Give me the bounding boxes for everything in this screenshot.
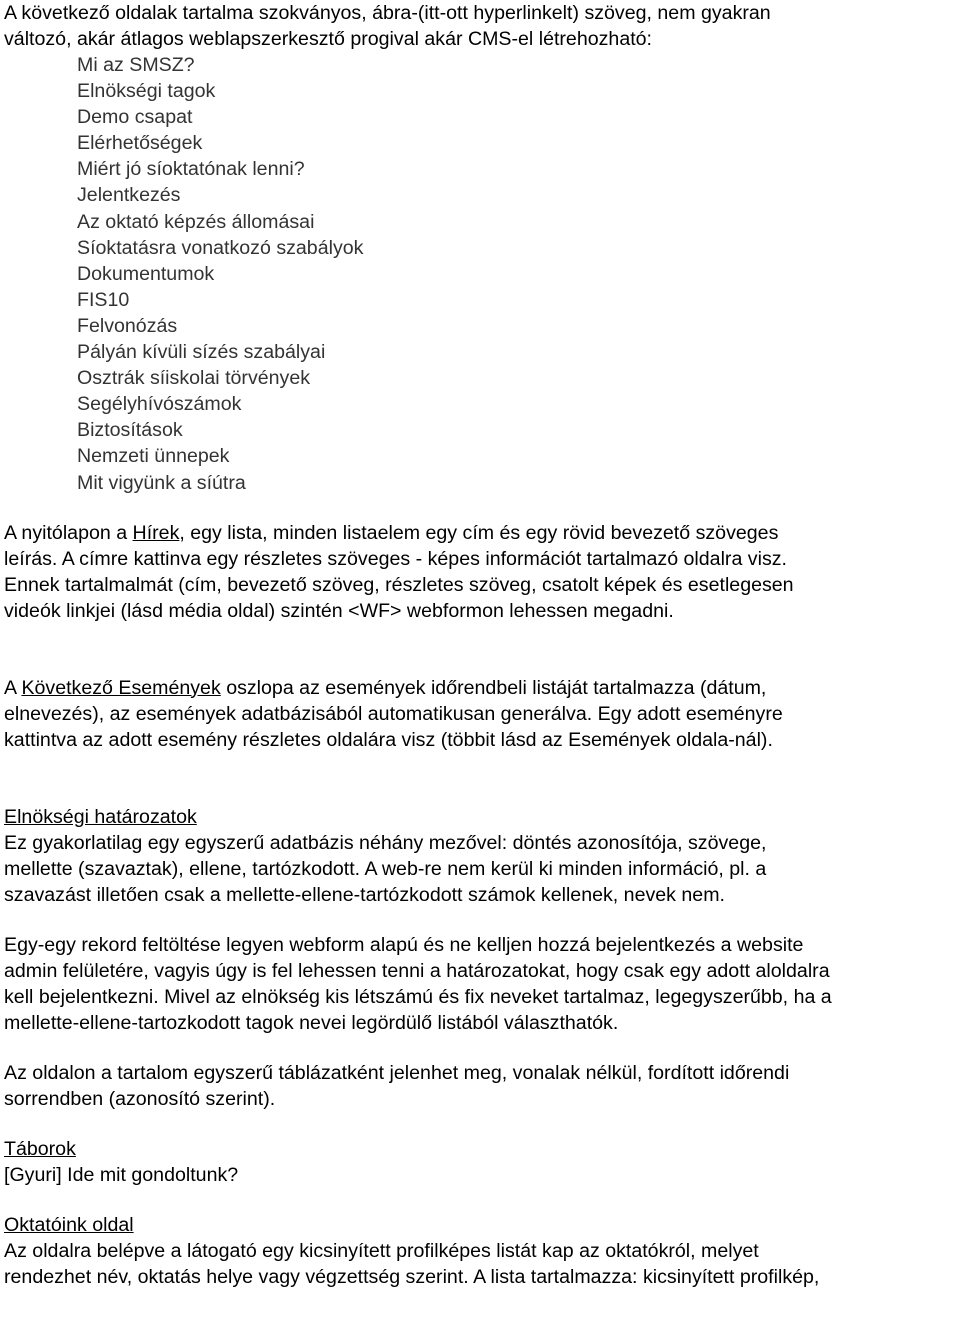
text-line: kattintva az adott esemény részletes oldalára visz (többit lásd az Események oldala-nál).: [4, 728, 773, 751]
instructors-link[interactable]: Oktatóink oldal: [4, 1213, 134, 1236]
news-paragraph: [4, 520, 956, 624]
list-item: Elnökségi tagok: [77, 80, 216, 103]
events-link[interactable]: Következő Események: [21, 676, 221, 699]
document: [4, 0, 956, 1290]
list-item: Osztrák síiskolai törvények: [77, 367, 311, 390]
news-link[interactable]: Hírek: [132, 521, 180, 544]
resolutions-section: [4, 804, 956, 1112]
text-line: Ez gyakorlatilag egy egyszerű adatbázis néhány mezővel: döntés azonosítója, szövege,: [4, 831, 767, 854]
list-item: Felvonózás: [77, 314, 178, 337]
list-item: Síoktatásra vonatkozó szabályok: [77, 236, 364, 259]
list-item: Az oktató képzés állomásai: [77, 210, 315, 233]
text-line: változó, akár átlagos weblapszerkesztő progival akár CMS-el létrehozható:: [4, 28, 653, 50]
text-line: Az oldalra belépve a látogató egy kicsinyített profilképes listát kap az oktatókról, melyet: [4, 1239, 759, 1262]
text-line: Egy-egy rekord feltöltése legyen webform alapú és ne kelljen hozzá bejelentkezés a website: [4, 933, 804, 956]
list-item: Mi az SMSZ?: [77, 54, 195, 76]
list-item: Segélyhívószámok: [77, 393, 242, 416]
camps-section: [4, 1136, 956, 1188]
text-line: videók linkjei (lásd média oldal) szintén <WF> webformon lehessen megadni.: [4, 599, 674, 622]
list-item: Demo csapat: [77, 106, 193, 129]
text-line: mellette (szavaztak), ellene, tartózkodott. A web-re nem kerül ki minden információ, pl. a: [4, 857, 767, 880]
list-item: Biztosítások: [77, 419, 183, 442]
text-line: rendezhet név, oktatás helye vagy végzettség szerint. A lista tartalmazza: kicsinyített profilkép,: [4, 1265, 820, 1288]
text-line: Ennek tartalmalmát (cím, bevezető szöveg, részletes szöveg, csatolt képek és esetlegesen: [4, 573, 794, 596]
text-line: elnevezés), az események adatbázisából automatikusan generálva. Egy adott eseményre: [4, 702, 783, 725]
text-line: A következő oldalak tartalma szokványos, ábra-(itt-ott hyperlinkelt) szöveg, nem gyakran: [4, 2, 771, 24]
camps-link[interactable]: Táborok: [4, 1137, 76, 1160]
events-paragraph: [4, 675, 956, 753]
text-line: kell bejelentkezni. Mivel az elnökség kis létszámú és fix neveket tartalmaz, legegyszerűbb, ha a: [4, 985, 832, 1008]
instructors-section: [4, 1212, 956, 1290]
list-item: Dokumentumok: [77, 262, 215, 285]
text-line: leírás. A címre kattinva egy részletes szöveges - képes információt tartalmazó oldalra visz.: [4, 547, 787, 570]
list-item: Nemzeti ünnepek: [77, 445, 230, 468]
list-item: Pályán kívüli sízés szabályai: [77, 341, 326, 364]
intro-paragraph: [4, 0, 956, 52]
text-fragment: A nyitólapon a: [4, 521, 133, 544]
text-fragment: , egy lista, minden listaelem egy cím és egy rövid bevezető szöveges: [179, 521, 779, 544]
list-item: Miért jó síoktatónak lenni?: [77, 158, 305, 181]
text-line: [4, 520, 956, 546]
list-item: Elérhetőségek: [77, 132, 203, 155]
text-fragment: A: [4, 676, 22, 699]
text-line: mellette-ellene-tartozkodott tagok nevei legördülő listából választhatók.: [4, 1011, 619, 1034]
list-item: Jelentkezés: [77, 184, 181, 207]
text-line: Az oldalon a tartalom egyszerű táblázatként jelenhet meg, vonalak nélkül, fordított időrendi: [4, 1061, 790, 1084]
text-line: admin felületére, vagyis úgy is fel lehessen tenni a határozatokat, hogy csak egy adott aloldalra: [4, 959, 830, 982]
list-item: Mit vigyünk a síútra: [77, 471, 246, 494]
text-line: szavazást illetően csak a mellette-ellene-tartózkodott számok kellenek, nevek nem.: [4, 883, 725, 906]
list-item: FIS10: [77, 288, 130, 311]
text-line: [Gyuri] Ide mit gondoltunk?: [4, 1163, 239, 1186]
text-line: [4, 675, 956, 701]
page-list: [77, 52, 956, 496]
resolutions-link[interactable]: Elnökségi határozatok: [4, 805, 197, 828]
text-fragment: oszlopa az események időrendbeli listáját tartalmazza (dátum,: [220, 676, 767, 699]
text-line: sorrendben (azonosító szerint).: [4, 1087, 276, 1110]
